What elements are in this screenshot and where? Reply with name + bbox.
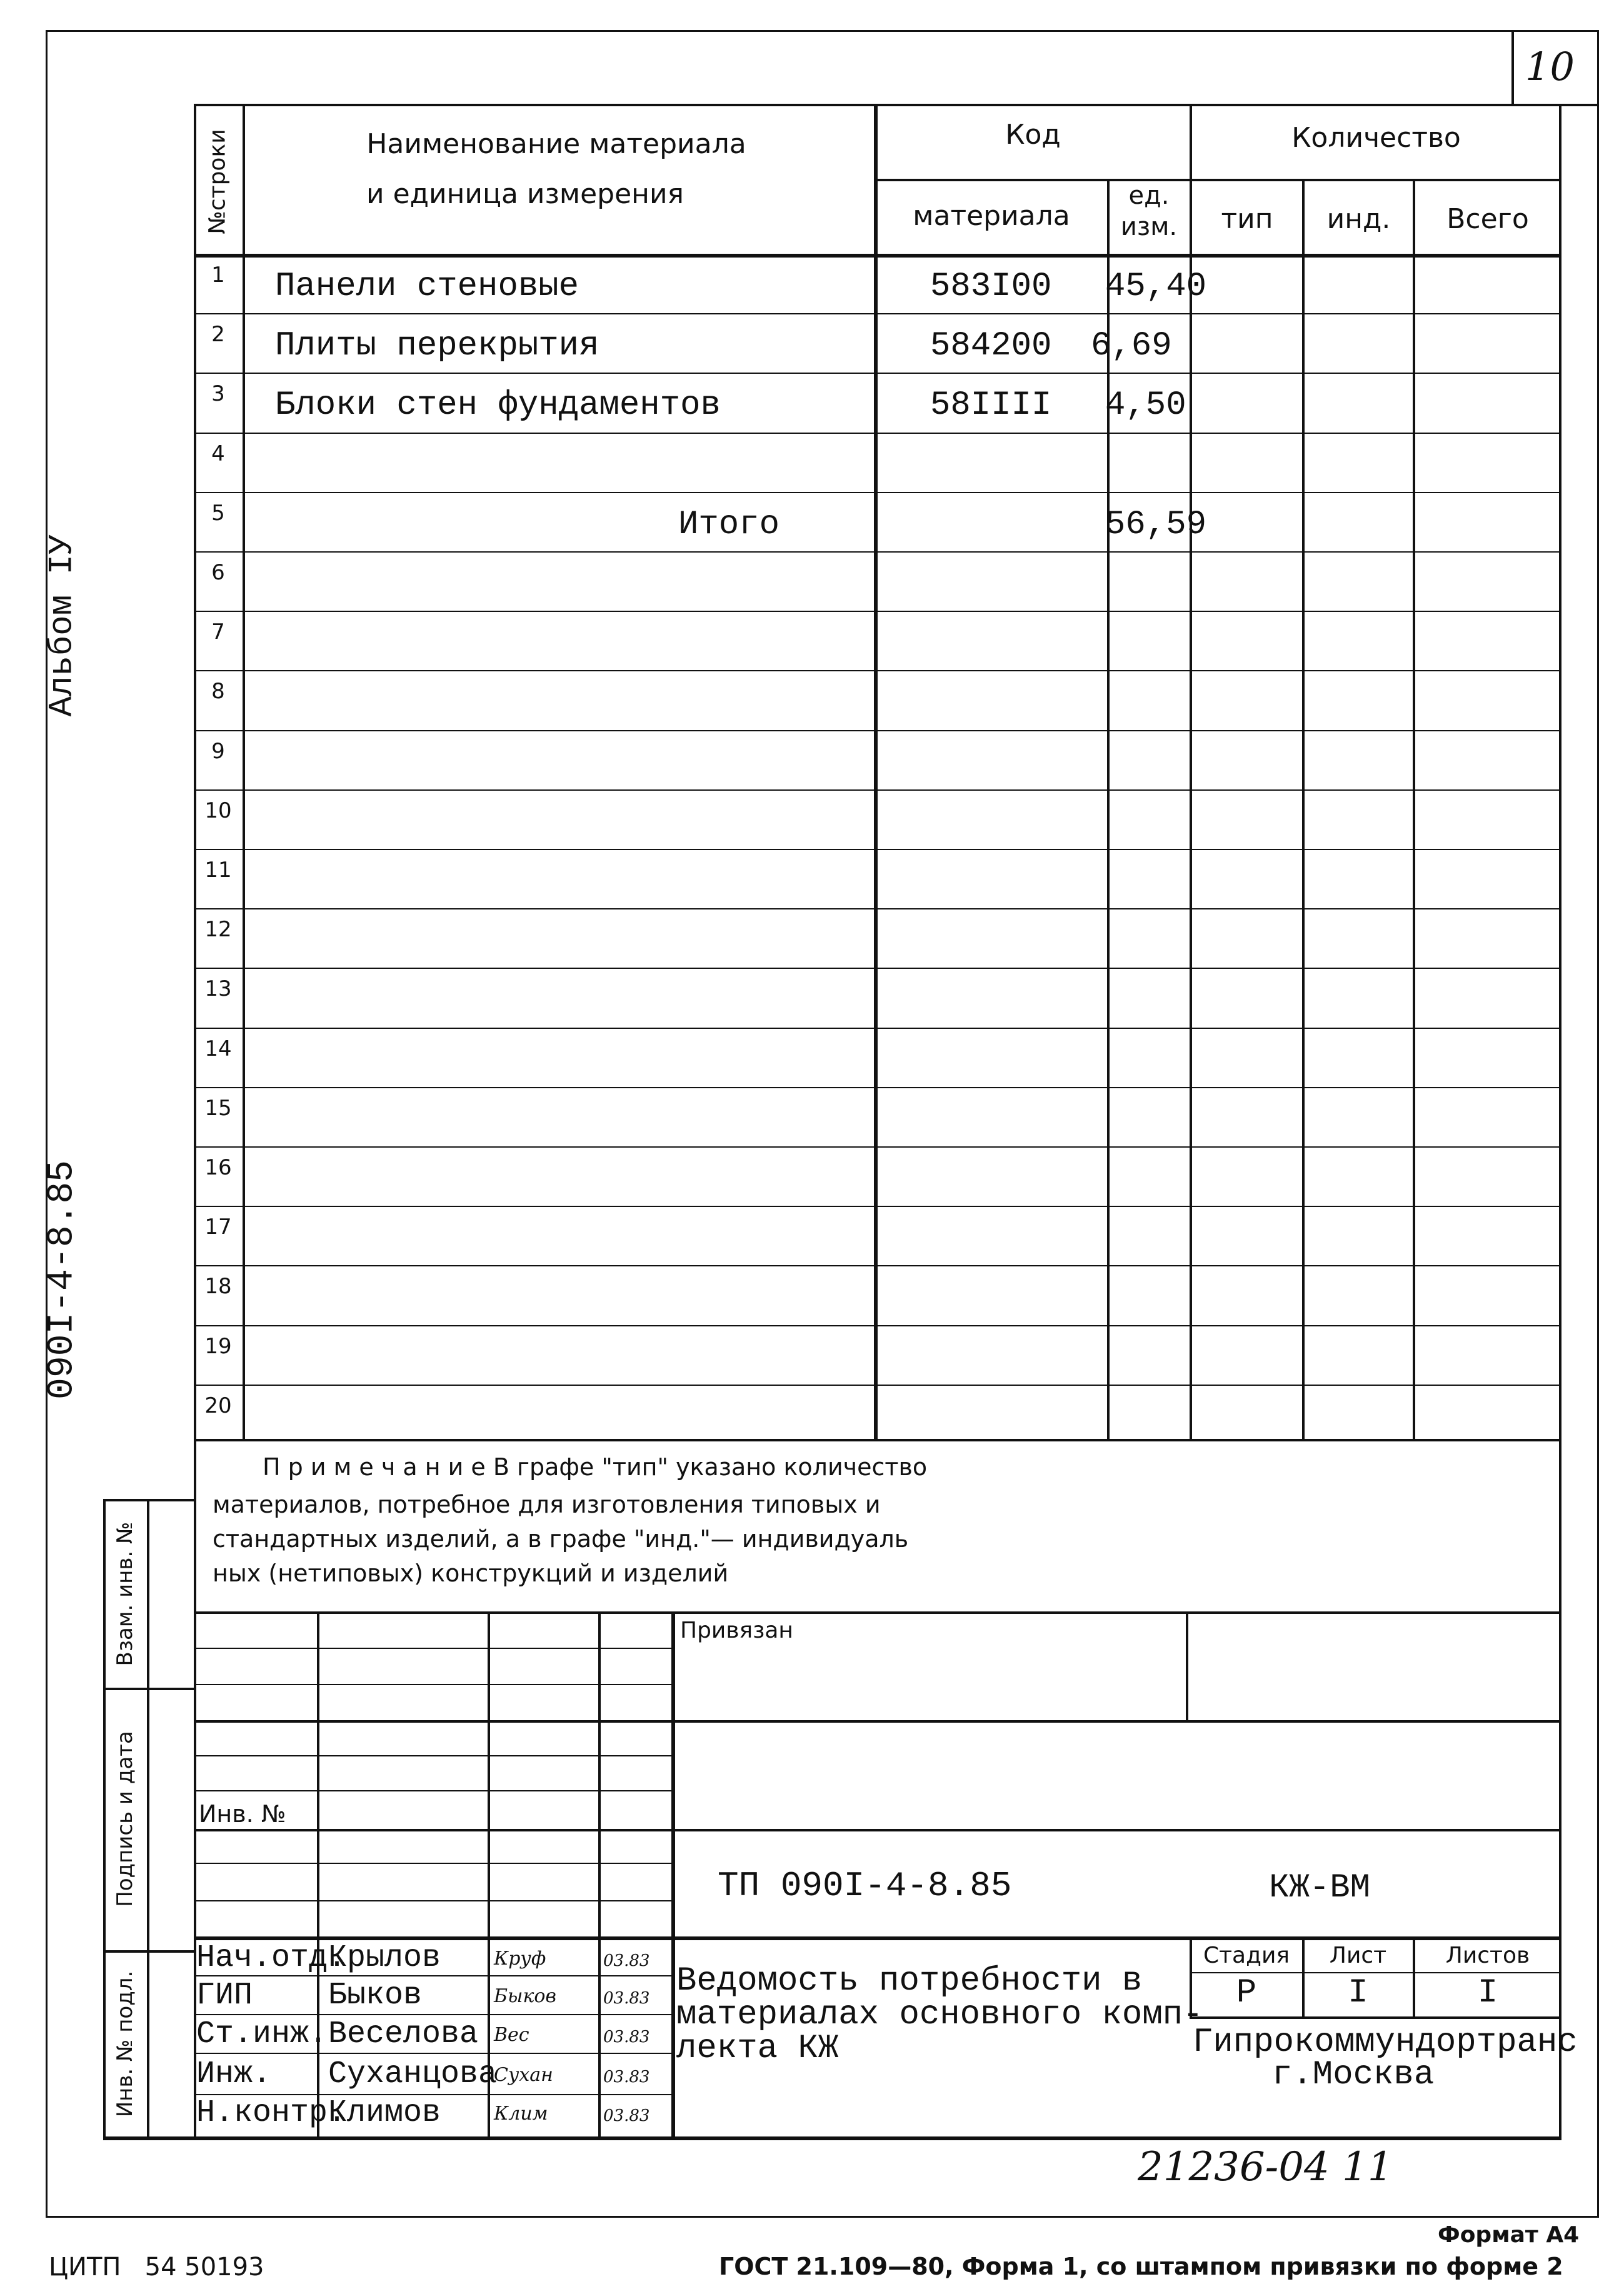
col-ind-line <box>1413 179 1415 1441</box>
row-material-code: 58IIII <box>930 386 1052 425</box>
row-number: 11 <box>204 858 232 883</box>
row-value: 6,69 <box>1091 327 1172 366</box>
stamp-row-12 <box>194 2053 671 2054</box>
row-number: 17 <box>204 1215 232 1240</box>
row-line <box>194 1087 1561 1088</box>
stamp-row-4 <box>194 1755 671 1756</box>
designation-label: 090I-4-8.85 <box>42 1160 83 1400</box>
header-code-material: материала <box>913 200 1070 232</box>
row-number: 7 <box>211 619 225 645</box>
signer-signature: Круф <box>494 1948 546 1970</box>
stamp-inv-no: Инв. № <box>199 1800 286 1828</box>
row-line <box>194 433 1561 434</box>
row-value: 4,50 <box>1105 386 1186 425</box>
signer-role: Н.контр. <box>196 2095 347 2131</box>
row-number: 5 <box>211 500 225 526</box>
stamp-bottom-line <box>103 2136 1561 2140</box>
row-line <box>194 611 1561 612</box>
org-line2: г.Москва <box>1272 2056 1435 2094</box>
header-code-unit-2: изм. <box>1120 213 1178 241</box>
stamp-row-11 <box>194 2014 671 2015</box>
header-code-unit-1: ед. <box>1128 181 1170 210</box>
col-name-line <box>874 104 878 1441</box>
sheets-label: Листов <box>1445 1943 1530 1968</box>
stage-mid-line <box>1190 1972 1561 1973</box>
note-line-4: ных (нетиповых) конструкций и изделий <box>213 1560 729 1587</box>
signer-date: 03.83 <box>603 2068 650 2086</box>
row-line <box>194 1146 1561 1148</box>
note-line-3: стандартных изделий, а в графе "инд."— индивидуаль <box>213 1525 909 1553</box>
row-number: 16 <box>204 1155 232 1180</box>
header-quantity: Количество <box>1291 122 1461 154</box>
stamp-row-1 <box>194 1648 671 1649</box>
row-value: 45,40 <box>1105 268 1207 306</box>
header-name-line2: и единица измерения <box>366 178 684 210</box>
stamp-row-6 <box>194 1829 1561 1831</box>
note-line-2: материалов, потребное для изготовления типовых и <box>213 1491 881 1518</box>
stamp-col-1 <box>317 1611 319 2139</box>
signer-signature: Клим <box>494 2103 548 2125</box>
header-qty-total: Всего <box>1446 203 1529 235</box>
page-number: 10 <box>1525 44 1575 89</box>
row-line <box>194 908 1561 909</box>
row-line <box>194 492 1561 493</box>
side-label-podpis: Подпись и дата <box>113 1731 138 1907</box>
stamp-row-8 <box>194 1900 671 1901</box>
row-material-code: 583I00 <box>930 268 1052 306</box>
row-material-name: Панели стеновые <box>275 268 579 306</box>
col-type-line <box>1302 179 1305 1441</box>
header-mid-line <box>874 179 1561 181</box>
org-line1: Гипрокоммундортранс <box>1193 2023 1578 2061</box>
signer-signature: Вес <box>494 2024 529 2046</box>
stamp-row-5 <box>194 1790 671 1791</box>
stage-value: Р <box>1236 1974 1257 2012</box>
signer-signature: Быков <box>494 1985 556 2007</box>
side-label-inv-podl: Инв. № подл. <box>113 1970 138 2118</box>
stage-bottom-line <box>1190 2016 1561 2019</box>
row-number: 9 <box>211 738 225 764</box>
row-line <box>194 968 1561 969</box>
stamp-row-7 <box>194 1863 671 1864</box>
format-label: Формат А4 <box>1438 2222 1580 2248</box>
row-line <box>194 670 1561 671</box>
header-qty-type: тип <box>1221 203 1273 235</box>
header-code: Код <box>1005 119 1061 151</box>
col-code-unit-line <box>1107 179 1110 1441</box>
signer-date: 03.83 <box>603 2028 650 2046</box>
row-line <box>194 1265 1561 1266</box>
signer-date: 03.83 <box>603 1989 650 2008</box>
row-number: 19 <box>204 1333 232 1359</box>
side-label-vzam: Взам. инв. № <box>113 1521 138 1666</box>
row-value: 56,59 <box>1105 505 1207 544</box>
stamp-row-3 <box>194 1720 1561 1723</box>
row-material-name: Итого <box>678 505 780 544</box>
row-number: 14 <box>204 1036 232 1061</box>
signer-role: Инж. <box>196 2056 272 2092</box>
signer-name: Крылов <box>328 1940 441 1976</box>
note-bottom-line <box>194 1611 1561 1614</box>
header-qty-ind: инд. <box>1326 203 1391 235</box>
row-number: 13 <box>204 976 232 1002</box>
row-number: 4 <box>211 441 225 466</box>
row-line <box>194 1385 1561 1386</box>
row-number: 20 <box>204 1393 232 1418</box>
row-line <box>194 1206 1561 1207</box>
row-line <box>194 1325 1561 1326</box>
signer-date: 03.83 <box>603 1951 650 1970</box>
footer-left: ЦИТП 54 50193 <box>49 2253 264 2281</box>
row-number: 10 <box>204 798 232 823</box>
signer-role: Ст.инж. <box>196 2016 328 2052</box>
header-bottom-line <box>194 254 1561 258</box>
handwritten-number: 21236-04 11 <box>1138 2144 1393 2190</box>
row-number: 6 <box>211 560 225 585</box>
stamp-col-4 <box>671 1611 675 2139</box>
signer-role: ГИП <box>196 1978 253 2013</box>
row-number: 15 <box>204 1095 232 1121</box>
stamp-doc-mark: КЖ-ВМ <box>1269 1869 1371 1907</box>
side-stamp-left <box>103 1499 106 2139</box>
row-number: 3 <box>211 381 225 407</box>
row-line <box>194 313 1561 314</box>
row-line <box>194 551 1561 553</box>
signer-name: Быков <box>328 1978 423 2013</box>
page-number-box-left <box>1511 30 1514 105</box>
stamp-doc-code: ТП 090I-4-8.85 <box>718 1866 1012 1906</box>
row-line <box>194 789 1561 791</box>
side-stamp-sep1 <box>103 1688 194 1690</box>
col-rownum-line <box>243 104 245 1441</box>
doc-title-line3: лекта КЖ <box>676 2030 839 2068</box>
stamp-privyazan: Привязан <box>680 1618 793 1643</box>
row-number: 18 <box>204 1274 232 1300</box>
row-number: 8 <box>211 679 225 704</box>
footer-right: ГОСТ 21.109—80, Форма 1, со штампом привязки по форме 2 <box>719 2253 1563 2280</box>
row-number: 2 <box>211 322 225 348</box>
side-stamp-mid <box>147 1499 149 2139</box>
doc-title-line2: материалах основного комп- <box>676 1996 1203 2034</box>
doc-title-line1: Ведомость потребности в <box>676 1962 1143 2000</box>
row-line <box>194 373 1561 374</box>
row-line <box>194 1028 1561 1029</box>
album-label: Альбом IУ <box>43 534 82 717</box>
signer-signature: Сухан <box>494 2064 553 2086</box>
sheets-value: I <box>1477 1974 1498 2012</box>
stamp-privyazan-right <box>1186 1611 1188 1723</box>
sheet-label: Лист <box>1329 1943 1387 1968</box>
stamp-row-2 <box>194 1684 671 1685</box>
header-name-line1: Наименование материала <box>366 128 746 160</box>
signer-name: Суханцова <box>328 2056 498 2092</box>
row-line <box>194 730 1561 731</box>
stamp-col-3 <box>598 1611 601 2139</box>
row-number: 1 <box>211 263 225 288</box>
signer-date: 03.83 <box>603 2106 650 2125</box>
signer-role: Нач.отд. <box>196 1940 347 1976</box>
row-material-name: Плиты перекрытия <box>275 327 599 366</box>
stage-label: Стадия <box>1203 1943 1290 1968</box>
row-material-name: Блоки стен фундаментов <box>275 386 721 425</box>
sheet-value: I <box>1348 1974 1368 2012</box>
signer-name: Климов <box>328 2095 441 2131</box>
signer-name: Веселова <box>328 2016 479 2052</box>
row-material-code: 584200 <box>930 327 1052 366</box>
note-line-1: П р и м е ч а н и е В графе "тип" указано количество <box>263 1453 928 1481</box>
row-line <box>194 849 1561 850</box>
header-row-no: №строки <box>204 129 231 234</box>
row-number: 12 <box>204 917 232 943</box>
